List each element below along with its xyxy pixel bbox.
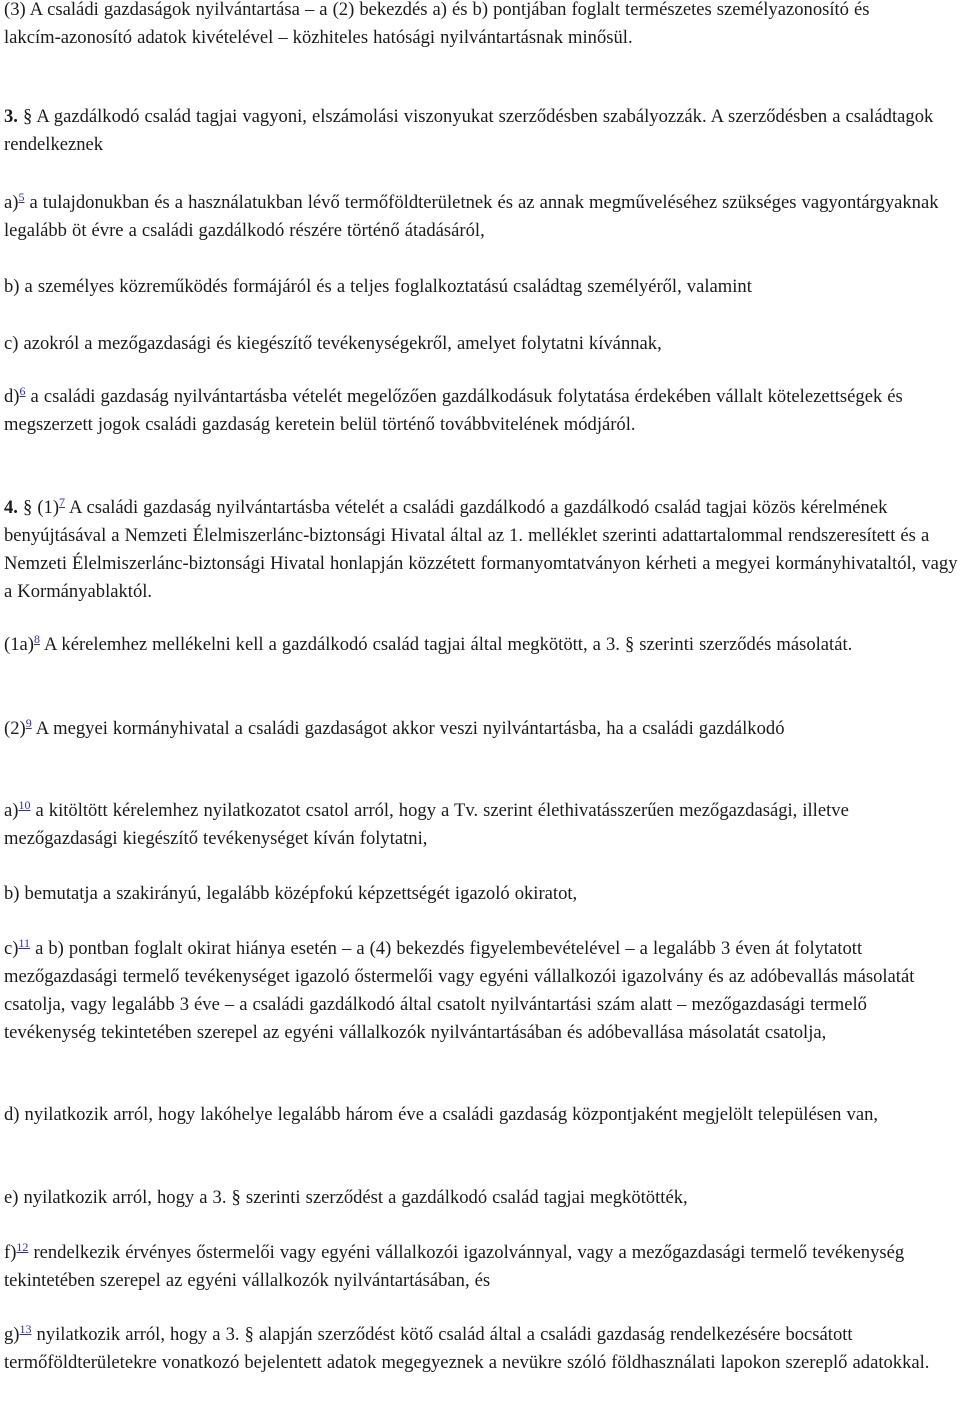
point-a: a)$^5$ a tulajdonukban és a használatukban lévő termőföldterületnek és az annak megműveléséhez szükséges vagyontárgyaknak legalább öt évre a családi gazdálkodó részére történő átadásáról,	[4, 190, 939, 241]
para-2-point-b: b) bemutatja a szakirányú, legalább középfokú képzettségét igazoló okiratot,	[4, 883, 578, 904]
footnote-link-9[interactable]: 9	[25, 716, 32, 730]
footnote-link-5[interactable]: 5	[18, 190, 25, 204]
para-2-point-g: g)$^{13}$ nyilatkozik arról, hogy a 3. § alapján szerződést kötő család által a családi gazdaság rendelkezésére bocsátott termőföldterületekre vonatkozó bejelentett adatok megegyeznek a nevükre szóló földhasználati lapokon szereplő adatokkal.	[4, 1322, 930, 1373]
para-2-point-d: d) nyilatkozik arról, hogy lakóhelye legalább három éve a családi gazdaság központjaként megjelölt településen van,	[4, 1104, 879, 1125]
point-d: d)$^6$ a családi gazdaság nyilvántartásba vételét megelőzően gazdálkodásuk folytatása érdekében vállalt kötelezettségek és megszerzett jogok családi gazdaság keretein belül történő továbbvitelének módjáról.	[4, 384, 903, 435]
section-4-para-1: 4. § (1)$^7$ A családi gazdaság nyilvántartásba vételét a családi gazdálkodó a gazdálkodó család tagjai közös kérelmének benyújtásával a Nemzeti Élelmiszerlánc-biztonsági Hivatal által az 1. melléklet szerinti adattartalommal rendszeresített és a Nemzeti Élelmiszerlánc-biztonsági Hivatal honlapján közzétett formanyomtatványon kérheti a megyei kormányhivataltól, vagy a Kormányablaktól.	[4, 495, 958, 602]
section-4-para-1a: (1a)$^8$ A kérelemhez mellékelni kell a gazdálkodó család tagjai által megkötött, a 3. § szerinti szerződés másolatát.	[4, 632, 853, 655]
section-3-intro: 3. § A gazdálkodó család tagjai vagyoni, elszámolási viszonyukat szerződésben szabályozzák. A szerződésben a családtagok rendelkeznek	[4, 106, 934, 155]
footnote-link-8[interactable]: 8	[33, 632, 40, 646]
section-number: 3.	[4, 106, 18, 127]
footnote-link-7[interactable]: 7	[59, 495, 66, 509]
para-2-point-c: c)$^{11}$ a b) pontban foglalt okirat hiánya esetén – a (4) bekezdés figyelembevételével – a legalább 3 éven át folytatott mezőgazdasági termelő tevékenységet igazoló őstermelői vagy egyéni vállalkozói igazolvány és az adóbevallás másolatát csatolja, vagy legalább 3 éve – a családi gazdálkodó által csatolt nyilvántartási szám alatt – mezőgazdasági termelő tevékenység tekintetében szerepel az egyéni vállalkozók nyilvántartásában és adóbevallása másolatát csatolja,	[4, 936, 915, 1043]
point-c: c) azokról a mezőgazdasági és kiegészítő tevékenységekről, amelyet folytatni kívánnak,	[4, 333, 662, 354]
footnote-link-11[interactable]: 11	[18, 936, 31, 950]
para-2-point-e: e) nyilatkozik arról, hogy a 3. § szerinti szerződést a gazdálkodó család tagjai megkötötték,	[4, 1187, 688, 1208]
paragraph-3: (3) A családi gazdaságok nyilvántartása – a (2) bekezdés a) és b) pontjában foglalt természetes személyazonosító és lakcím-azonosító adatok kivételével – közhiteles hatósági nyilvántartásnak minősül.	[4, 0, 870, 48]
footnote-link-13[interactable]: 13	[19, 1322, 32, 1336]
footnote-link-6[interactable]: 6	[19, 384, 26, 398]
para-2-point-a: a)$^{10}$ a kitöltött kérelemhez nyilatkozatot csatol arról, hogy a Tv. szerint élethivatásszerűen mezőgazdasági, illetve mezőgazdasági kiegészítő tevékenységet kíván folytatni,	[4, 798, 849, 849]
section-number: 4.	[4, 497, 18, 518]
point-b: b) a személyes közreműködés formájáról és a teljes foglalkoztatású családtag személyéről, valamint	[4, 276, 752, 297]
section-4-para-2: (2)$^9$ A megyei kormányhivatal a családi gazdaságot akkor veszi nyilvántartásba, ha a családi gazdálkodó	[4, 716, 785, 739]
footnote-link-12[interactable]: 12	[16, 1240, 29, 1254]
footnote-link-10[interactable]: 10	[18, 798, 31, 812]
para-2-point-f: f)$^{12}$ rendelkezik érvényes őstermelői vagy egyéni vállalkozói igazolvánnyal, vagy a mezőgazdasági termelő tevékenység tekintetében szerepel az egyéni vállalkozók nyilvántartásában, és	[4, 1240, 905, 1291]
